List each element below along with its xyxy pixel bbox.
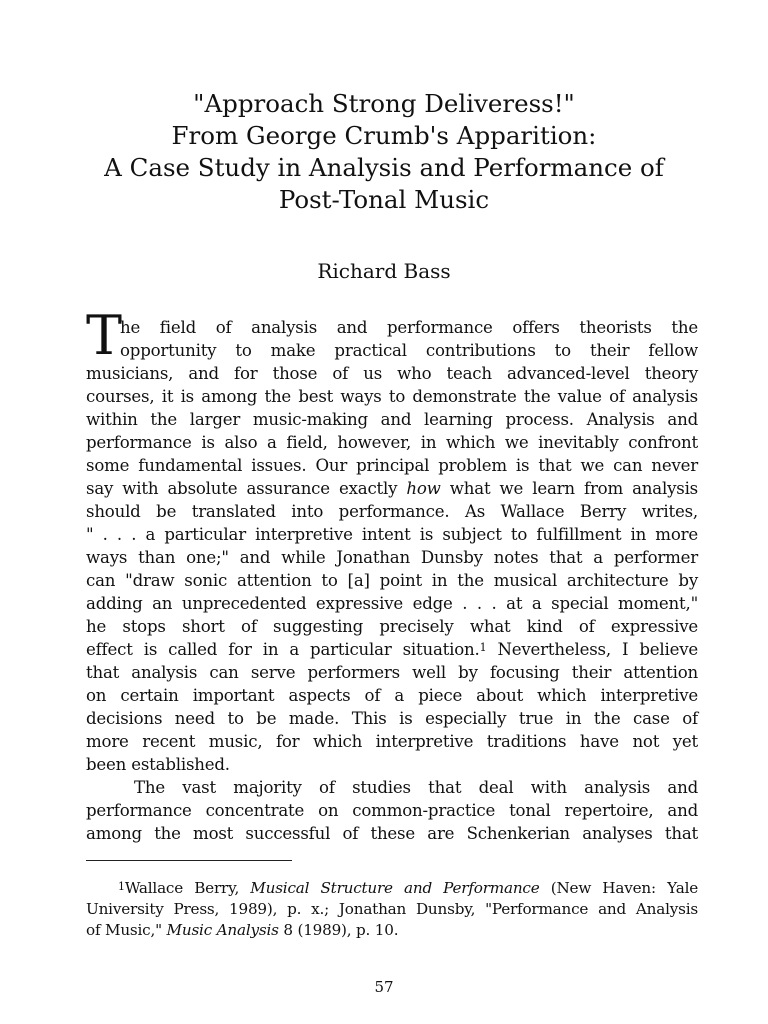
body-line: some fundamental issues. Our principal problem is that we can never: [86, 456, 698, 475]
body-text-segment: Nevertheless, I believe: [486, 640, 698, 659]
body-line: been established.: [86, 755, 230, 774]
body-line: ways than one;" and while Jonathan Dunsby notes that a performer: [86, 548, 698, 567]
body-line: he stops short of suggesting precisely what kind of expressive: [86, 617, 698, 636]
body-line: courses, it is among the best ways to demonstrate the value of analysis: [86, 387, 698, 406]
body-line: performance concentrate on common-practice tonal repertoire, and: [86, 801, 698, 820]
footnote-line: [86, 920, 698, 941]
footnote-marker: 1: [118, 880, 125, 893]
footnote-journal-title: Music Analysis: [166, 921, 279, 939]
footnote-text: of Music,": [86, 921, 167, 939]
footnote-reference[interactable]: 1: [479, 641, 487, 654]
body-line: within the larger music-making and learning process. Analysis and: [86, 410, 698, 429]
title-line-4: Post-Tonal Music: [278, 185, 490, 214]
body-line: that analysis can serve performers well by focusing their attention: [86, 663, 698, 682]
body-text-segment: what we learn from analysis: [440, 479, 698, 498]
body-text-segment: effect is called for in a particular situation.: [86, 640, 480, 659]
body-line: more recent music, for which interpretive traditions have not yet: [86, 732, 698, 751]
footnote-line: University Press, 1989), p. x.; Jonathan Dunsby, "Performance and Analysis: [86, 900, 698, 918]
body-line: musicians, and for those of us who teach advanced-level theory: [86, 364, 698, 383]
body-line: should be translated into performance. As Wallace Berry writes,: [86, 502, 698, 521]
footnote-text: Wallace Berry,: [124, 879, 251, 897]
body-text-segment: say with absolute assurance exactly: [86, 479, 407, 498]
article-title: [60, 88, 708, 216]
body-line: performance is also a field, however, in which we inevitably confront: [86, 433, 698, 452]
body-line: adding an unprecedented expressive edge . . . at a special moment,": [86, 594, 698, 613]
drop-cap: T: [86, 304, 123, 367]
footnote-book-title: Musical Structure and Performance: [250, 879, 540, 897]
footnote-divider: [86, 860, 292, 861]
body-line: can "draw sonic attention to [a] point in the musical architecture by: [86, 571, 698, 590]
body-line: [86, 638, 698, 661]
emphasis-how: how: [406, 479, 441, 498]
author-name: Richard Bass: [317, 259, 451, 283]
title-line-1: "Approach Strong Deliveress!": [193, 89, 575, 118]
body-line: decisions need to be made. This is especially true in the case of: [86, 709, 698, 728]
footnote-text: 8 (1989), p. 10.: [278, 921, 399, 939]
title-line-2: From George Crumb's Apparition:: [171, 121, 597, 150]
body-line: The vast majority of studies that deal with analysis and: [134, 778, 698, 797]
footnote: [86, 878, 698, 941]
footnote-text: (New Haven: Yale: [539, 879, 699, 897]
body-line: among the most successful of these are Schenkerian analyses that: [86, 824, 698, 843]
body-line: opportunity to make practical contributions to their fellow: [120, 341, 698, 360]
body-text: [86, 316, 698, 845]
body-line: " . . . a particular interpretive intent is subject to fulfillment in more: [86, 525, 698, 544]
body-line: on certain important aspects of a piece about which interpretive: [86, 686, 698, 705]
body-line: he field of analysis and performance offers theorists the: [120, 318, 698, 337]
page-number: 57: [374, 978, 394, 996]
body-line: [86, 477, 698, 500]
footnote-line: [86, 878, 698, 899]
title-line-3: A Case Study in Analysis and Performance of: [104, 153, 664, 182]
